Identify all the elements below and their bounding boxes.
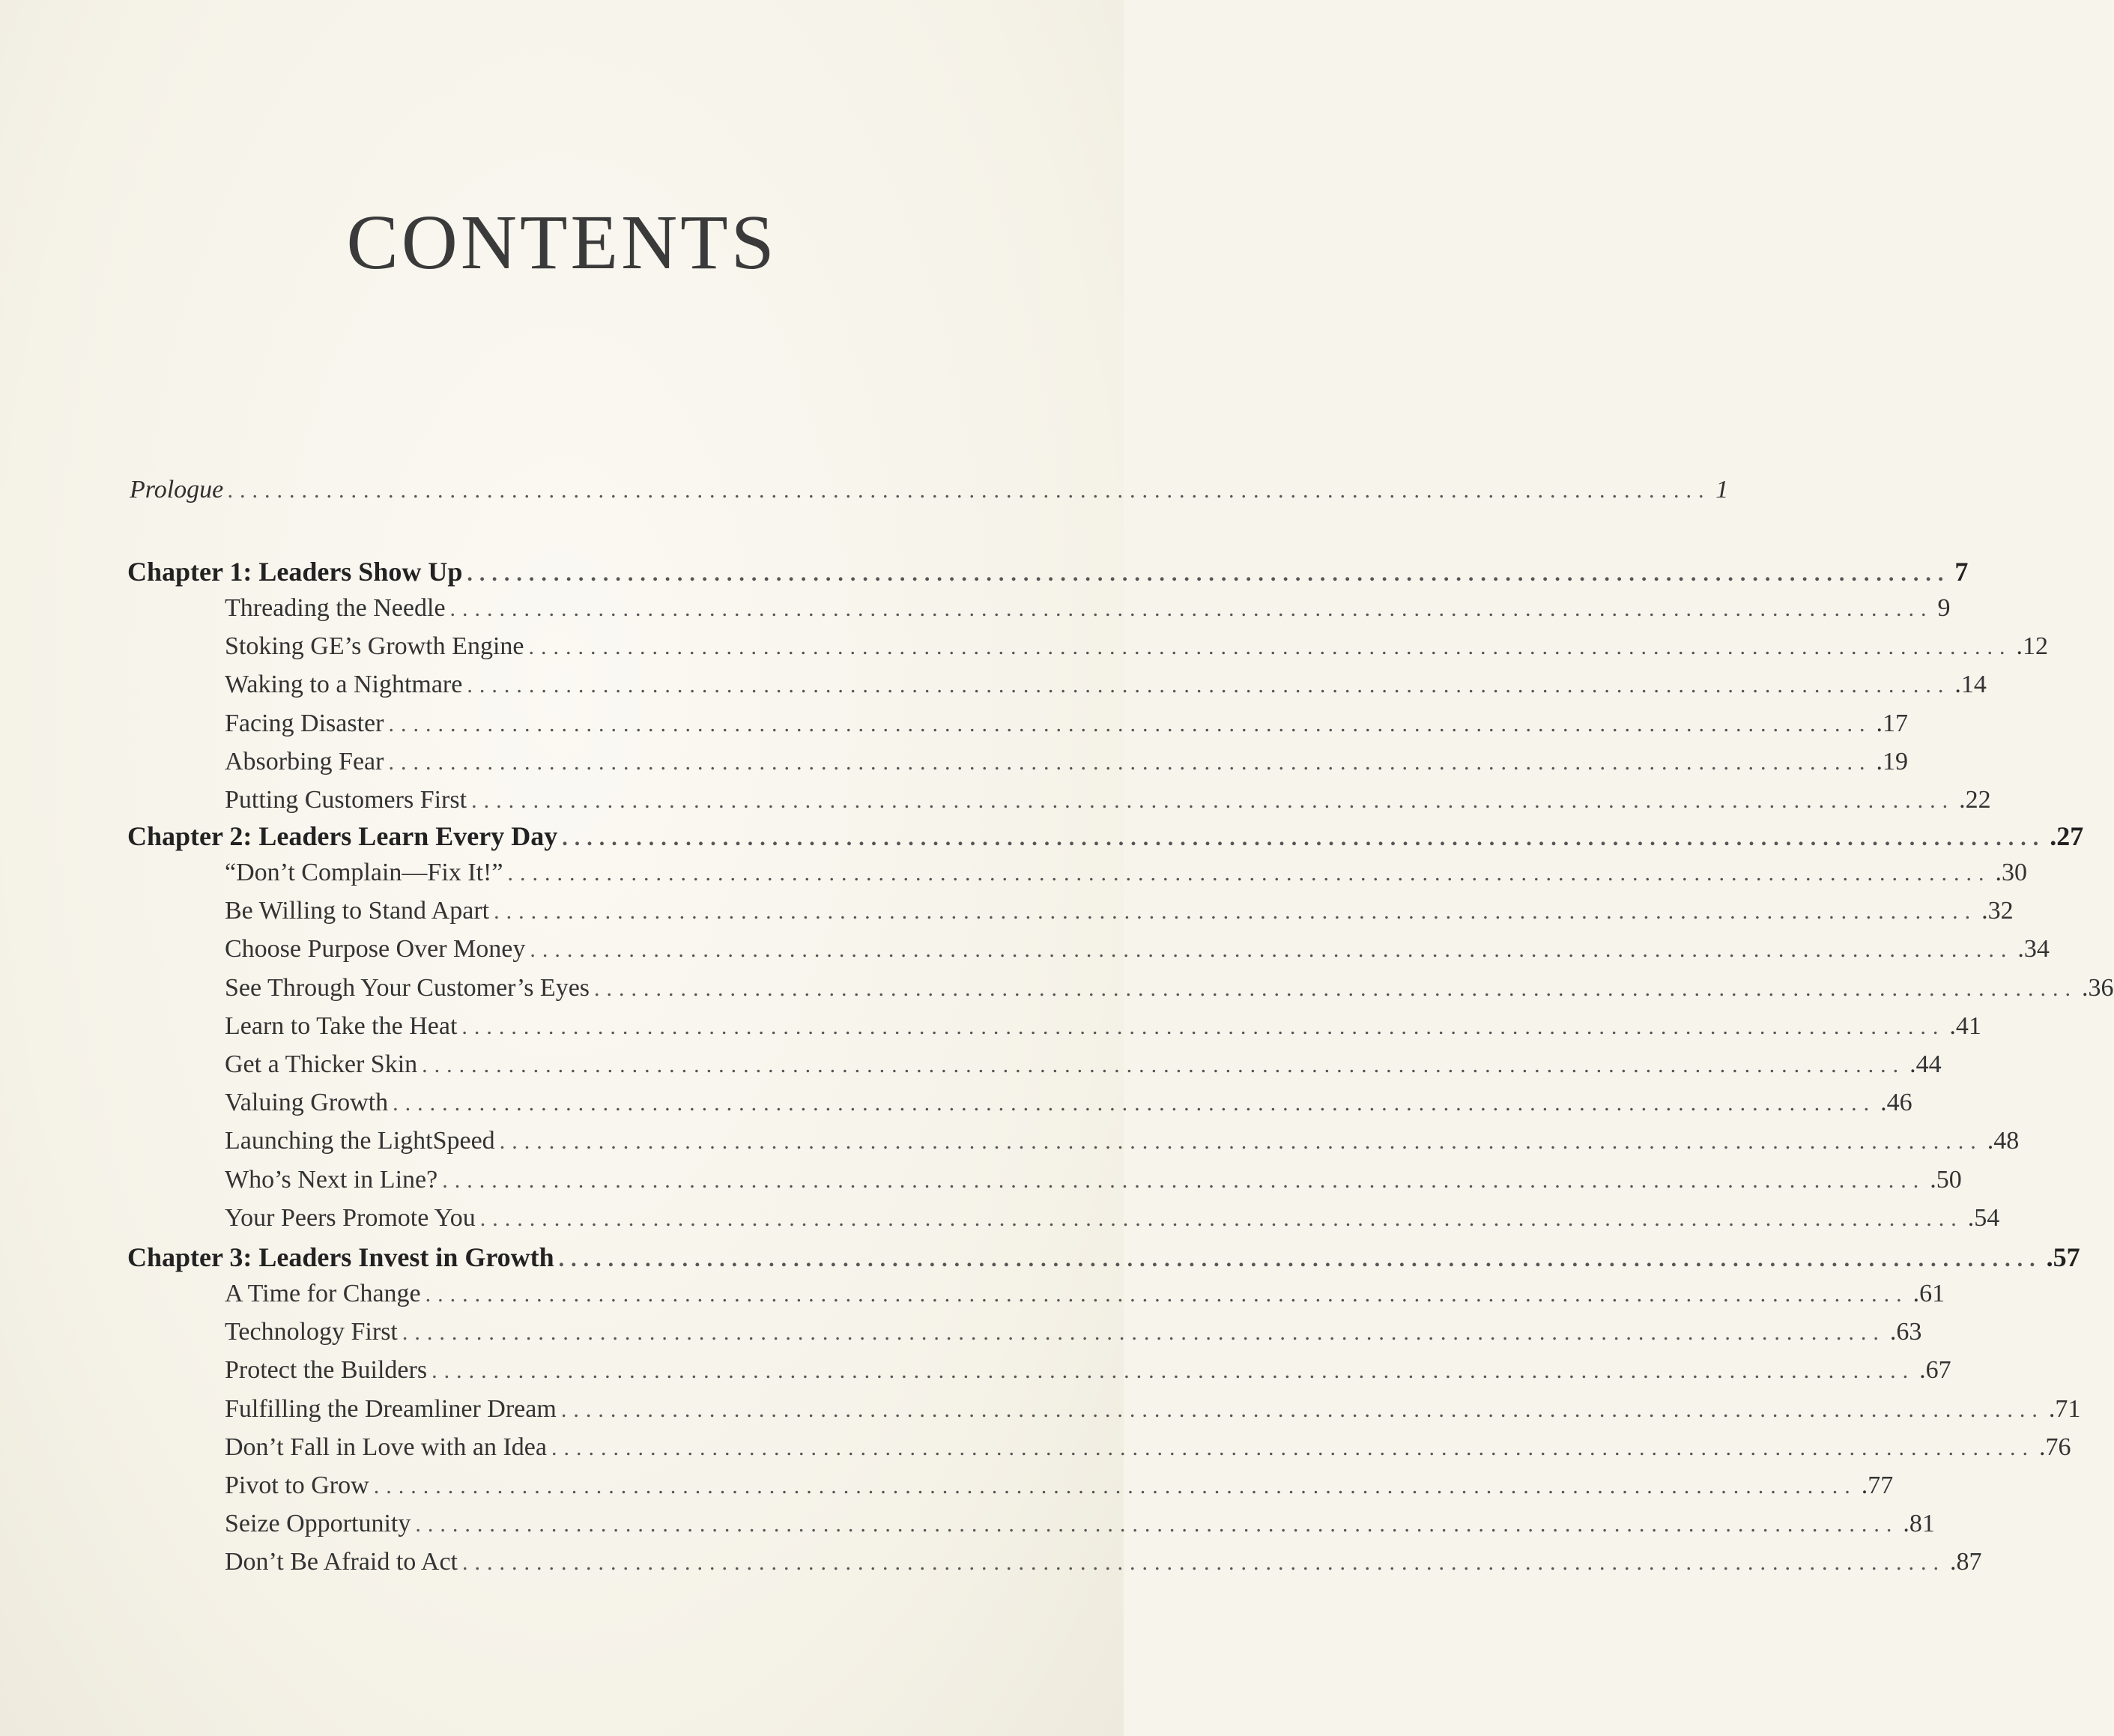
toc-page-number: .87 <box>1950 1548 1982 1576</box>
toc-page-number: .57 <box>2046 1242 2080 1272</box>
toc-section-entry[interactable] <box>225 935 2050 964</box>
toc-section-entry[interactable] <box>225 1050 1942 1079</box>
toc-section-entry[interactable] <box>225 1433 2071 1462</box>
toc-section-label: Facing Disaster <box>225 709 384 737</box>
toc-section-entry[interactable] <box>225 747 1908 776</box>
toc-section-entry[interactable] <box>225 1318 1922 1346</box>
toc-page-number: .22 <box>1959 786 1991 814</box>
toc-page-number: .50 <box>1930 1165 1962 1194</box>
toc-section-label: Technology First <box>225 1318 398 1346</box>
dot-leader: ........................................................................................................................ <box>442 1167 1926 1193</box>
dot-leader: ........................................................................................................................ <box>499 1129 1983 1155</box>
toc-section-entry[interactable] <box>225 1089 1912 1117</box>
toc-page-number: .17 <box>1876 709 1908 737</box>
toc-page-number: 9 <box>1937 594 1951 622</box>
toc-section-label: Waking to a Nightmare <box>225 671 463 699</box>
dot-leader: ........................................................................................................................ <box>373 1474 1857 1498</box>
toc-section-entry[interactable] <box>225 1203 2000 1233</box>
toc-section-entry[interactable] <box>225 1127 2020 1155</box>
toc-section-label: Valuing Growth <box>225 1089 389 1117</box>
toc-section-label: Be Willing to Stand Apart <box>225 897 490 925</box>
toc-page-number: .67 <box>1919 1356 1951 1385</box>
dot-leader: ........................................................................................................................ <box>415 1512 1899 1537</box>
toc-section-label: See Through Your Customer’s Eyes <box>225 973 590 1002</box>
dot-leader: ........................................................................................................................ <box>551 1435 2035 1460</box>
toc-page-number: .32 <box>1981 897 2014 925</box>
toc-section-entry[interactable] <box>225 594 1951 623</box>
dot-leader: ........................................................................................................................ <box>388 749 1872 775</box>
toc-page-number: .46 <box>1880 1089 1912 1117</box>
dot-leader: ........................................................................................................................ <box>449 596 1933 621</box>
toc-page-number: .61 <box>1912 1280 1945 1307</box>
toc-chapter-2[interactable] <box>127 820 2084 852</box>
toc-chapter-1[interactable] <box>127 556 1969 587</box>
toc-section-label: Launching the LightSpeed <box>225 1127 495 1155</box>
toc-section-entry[interactable] <box>225 709 1908 738</box>
toc-page-number: .19 <box>1876 747 1908 775</box>
dot-leader: ........................................................................................................................ <box>402 1320 1886 1346</box>
toc-page-number: .48 <box>1987 1127 2020 1155</box>
toc-section-label: Don’t Fall in Love with an Idea <box>225 1433 547 1461</box>
toc-section-label: Learn to Take the Heat <box>225 1011 458 1040</box>
dot-leader: ........................................................................................................................ <box>422 1053 1906 1077</box>
toc-page-number: .77 <box>1861 1472 1894 1499</box>
dot-leader: ........................................................................................................................ <box>594 976 2078 1001</box>
toc-section-label: Pivot to Grow <box>225 1472 369 1499</box>
toc-entry-prologue[interactable] <box>130 476 1729 504</box>
toc-page-number: .27 <box>2050 821 2084 851</box>
toc-page-number: .41 <box>1949 1011 1981 1040</box>
toc-section-entry[interactable] <box>225 859 2027 887</box>
toc-page-number: .81 <box>1903 1510 1935 1538</box>
dot-leader: ........................................................................................................................ <box>479 1206 1963 1231</box>
toc-section-entry[interactable] <box>225 786 1991 814</box>
dot-leader: ........................................................................................................................ <box>562 826 2046 850</box>
dot-leader: ........................................................................................................................ <box>388 711 1872 737</box>
toc-section-entry[interactable] <box>225 1011 1981 1041</box>
toc-section-label: Threading the Needle <box>225 594 446 622</box>
toc-page-number: .54 <box>1967 1203 2000 1232</box>
toc-section-label: “Don’t Complain—Fix It!” <box>225 859 503 886</box>
toc-page-number: .14 <box>1954 671 1987 699</box>
toc-page-number: .34 <box>2017 935 2050 964</box>
toc-chapter-3[interactable] <box>127 1241 2080 1273</box>
toc-chapter-label: Chapter 3: Leaders Invest in Growth <box>127 1242 554 1272</box>
dot-leader: ........................................................................................................................ <box>461 1014 1945 1039</box>
toc-page-number: 7 <box>1954 557 1969 587</box>
toc-section-entry[interactable] <box>225 1165 1962 1194</box>
toc-page-number: .63 <box>1889 1318 1922 1346</box>
toc-section-entry[interactable] <box>225 1280 1945 1308</box>
dot-leader: ........................................................................................................................ <box>467 673 1951 698</box>
toc-section-entry[interactable] <box>225 1394 2081 1424</box>
toc-page-number: .71 <box>2048 1394 2081 1423</box>
dot-leader: ........................................................................................................................ <box>507 861 1991 886</box>
toc-chapter-label: Chapter 2: Leaders Learn Every Day <box>127 821 558 851</box>
dot-leader: ........................................................................................................................ <box>560 1397 2044 1422</box>
toc-section-label: Don’t Be Afraid to Act <box>225 1548 458 1576</box>
toc-section-label: Absorbing Fear <box>225 747 384 775</box>
dot-leader: ........................................................................................................................ <box>393 1091 1877 1116</box>
toc-page-number: .76 <box>2038 1433 2071 1461</box>
toc-section-label: Stoking GE’s Growth Engine <box>225 632 524 661</box>
dot-leader: ........................................................................................................................ <box>528 635 2012 660</box>
dot-leader: ........................................................................................................................ <box>467 561 1951 586</box>
toc-page-number: .36 <box>2082 973 2114 1002</box>
toc-section-entry[interactable] <box>225 671 1987 699</box>
dot-leader: ........................................................................................................................ <box>462 1550 1945 1576</box>
toc-section-label: Putting Customers First <box>225 786 467 814</box>
toc-section-entry[interactable] <box>225 1356 1951 1385</box>
toc-section-entry[interactable] <box>225 632 2048 661</box>
dot-leader: ........................................................................................................................ <box>425 1282 1909 1307</box>
dot-leader: ........................................................................................................................ <box>530 937 2014 963</box>
toc-page-number: .30 <box>1995 859 2027 886</box>
toc-section-label: Choose Purpose Over Money <box>225 935 526 964</box>
dot-leader: ........................................................................................................................ <box>228 478 1712 503</box>
toc-section-label: Your Peers Promote You <box>225 1203 476 1232</box>
dot-leader: ........................................................................................................................ <box>494 899 1978 925</box>
toc-page-number: .44 <box>1909 1050 1942 1078</box>
toc-section-label: Seize Opportunity <box>225 1510 411 1538</box>
toc-section-label: Protect the Builders <box>225 1356 428 1385</box>
toc-chapter-label: Chapter 1: Leaders Show Up <box>127 557 463 587</box>
dot-leader: ........................................................................................................................ <box>558 1247 2042 1271</box>
toc-section-label: Fulfilling the Dreamliner Dream <box>225 1394 557 1423</box>
page-title: CONTENTS <box>346 199 778 285</box>
toc-section-entry[interactable] <box>225 1510 1935 1538</box>
toc-section-label: Who’s Next in Line? <box>225 1165 438 1194</box>
toc-entry-label: Prologue <box>130 476 224 503</box>
toc-section-entry[interactable] <box>225 1472 1894 1500</box>
toc-section-entry[interactable] <box>225 1548 1982 1576</box>
dot-leader: ........................................................................................................................ <box>431 1358 1915 1384</box>
toc-section-entry[interactable] <box>225 897 2014 925</box>
toc-section-entry[interactable] <box>225 973 2114 1002</box>
toc-page-number: .12 <box>2016 632 2048 661</box>
toc-section-label: A Time for Change <box>225 1280 421 1307</box>
toc-page-number: 1 <box>1715 476 1729 503</box>
dot-leader: ........................................................................................................................ <box>471 788 1955 813</box>
toc-section-label: Get a Thicker Skin <box>225 1050 418 1078</box>
